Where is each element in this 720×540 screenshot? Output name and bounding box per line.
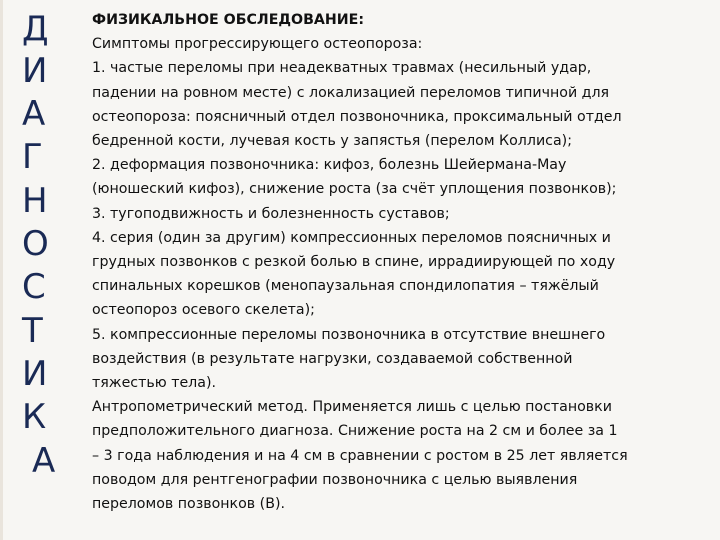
title-letter: И <box>22 354 48 394</box>
text-line: бедренной кости, лучевая кость у запястья (перелом Коллиса); <box>92 133 572 150</box>
text-line: Симптомы прогрессирующего остеопороза: <box>92 36 423 53</box>
title-letter: А <box>22 94 46 134</box>
text-line: 3. тугоподвижность и болезненность суставов; <box>92 205 450 222</box>
text-line: воздействия (в результате нагрузки, создаваемой собственной <box>92 350 573 367</box>
text-line: (юношеский кифоз), снижение роста (за счёт уплощения позвонков); <box>92 181 617 198</box>
title-letter: А <box>32 441 56 481</box>
text-line: – 3 года наблюдения и на 4 см в сравнении с ростом в 25 лет является <box>92 447 628 464</box>
text-line: тяжестью тела). <box>92 375 216 392</box>
text-line: поводом для рентгенографии позвоночника с целью выявления <box>92 471 578 488</box>
title-letter: И <box>22 51 48 91</box>
title-letter: С <box>22 267 46 307</box>
text-line: 2. деформация позвоночника: кифоз, болезнь Шейермана-Мау <box>92 157 567 174</box>
text-line: спинальных корешков (менопаузальная спондилопатия – тяжёлый <box>92 278 599 295</box>
title-letter: Т <box>22 311 43 351</box>
text-line: падении на ровном месте) с локализацией переломов типичной для <box>92 84 610 101</box>
text-line: переломов позвонков (В). <box>92 496 285 513</box>
text-line: 4. серия (один за другим) компрессионных переломов поясничных и <box>92 229 611 246</box>
document-heading: ФИЗИКАЛЬНОЕ ОБСЛЕДОВАНИЕ: <box>92 12 365 28</box>
title-letter: О <box>22 224 49 264</box>
title-letter: Д <box>22 9 49 49</box>
text-line: 5. компрессионные переломы позвоночника в отсутствие внешнего <box>92 326 606 343</box>
title-letter: Г <box>22 137 43 177</box>
vertical-title <box>16 4 76 484</box>
title-letter: К <box>22 397 47 437</box>
title-letter: Н <box>22 181 48 221</box>
text-line: остеопороза: поясничный отдел позвоночника, проксимальный отдел <box>92 108 622 125</box>
text-line: предположительного диагноза. Снижение роста на 2 см и более за 1 <box>92 423 618 440</box>
text-line: 1. частые переломы при неадекватных травмах (несильный удар, <box>92 60 592 77</box>
text-line: грудных позвонков с резкой болью в спине, иррадиирующей по ходу <box>92 254 616 271</box>
text-line: остеопороз осевого скелета); <box>92 302 315 319</box>
document-body <box>92 8 707 516</box>
text-line: Антропометрический метод. Применяется лишь с целью постановки <box>92 399 612 416</box>
